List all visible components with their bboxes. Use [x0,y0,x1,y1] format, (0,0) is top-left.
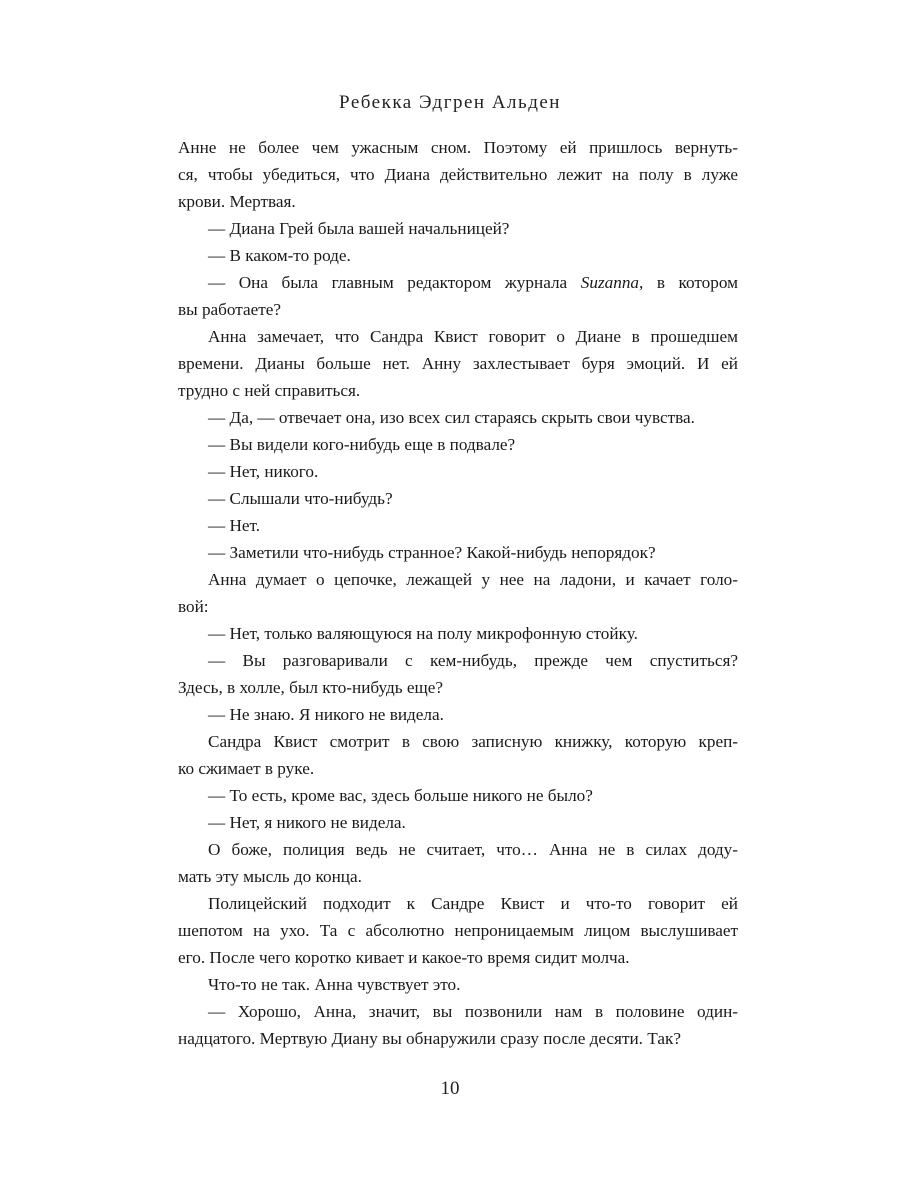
text-line: Анне не более чем ужасным сном. Поэтому ей пришлось вернуть- [178,138,738,157]
text-line: крови. Мертвая. [178,192,296,211]
text-line: — Нет, никого. [208,462,319,481]
text-line: О боже, полиция ведь не считает, что… Анна не в силах доду- [208,840,738,859]
text-line: времени. Дианы больше нет. Анну захлестывает буря эмоций. И ей [178,354,738,373]
magazine-name: Suzanna [580,273,640,292]
text-line: — Не знаю. Я никого не видела. [208,705,444,724]
text-line: Полицейский подходит к Сандре Квист и что-то говорит ей [208,894,738,913]
text-line: Что-то не так. Анна чувствует это. [208,975,461,994]
text-line: вы работаете? [178,300,282,319]
page-number: 10 [440,1078,460,1099]
text-line-part: , в котором [639,273,738,292]
text-line: Сандра Квист смотрит в свою записную книжку, которую креп- [208,732,738,751]
text-line: вой: [178,597,209,616]
text-line: ся, чтобы убедиться, что Диана действительно лежит на полу в луже [178,165,738,184]
text-line: — Заметили что-нибудь странное? Какой-нибудь непорядок? [208,543,656,562]
text-line: — То есть, кроме вас, здесь больше никого не было? [208,786,593,805]
text-line: — Да, — отвечает она, изо всех сил стараясь скрыть свои чувства. [208,408,695,427]
text-line: его. После чего коротко кивает и какое-то время сидит молча. [178,948,630,967]
text-line: — Нет. [208,516,261,535]
text-line-part: — Она была главным редактором журнала [208,273,581,292]
running-head: Ребекка Эдгрен Альден [339,92,561,113]
text-line: — Диана Грей была вашей начальницей? [208,219,510,238]
text-line: — Нет, я никого не видела. [208,813,406,832]
text-line: Анна думает о цепочке, лежащей у нее на ладони, и качает голо- [208,570,738,589]
body-text [178,134,738,1052]
text-line: шепотом на ухо. Та с абсолютно непроницаемым лицом выслушивает [178,921,738,940]
text-line: ко сжимает в руке. [178,759,315,778]
text-line [178,269,738,296]
text-line: надцатого. Мертвую Диану вы обнаружили сразу после десяти. Так? [178,1029,681,1048]
text-line: Здесь, в холле, был кто-нибудь еще? [178,678,444,697]
text-line: — Слышали что-нибудь? [208,489,393,508]
text-line: трудно с ней справиться. [178,381,361,400]
text-line: — В каком-то роде. [208,246,351,265]
text-line: — Вы видели кого-нибудь еще в подвале? [208,435,516,454]
text-line: Анна замечает, что Сандра Квист говорит о Диане в прошедшем [208,327,738,346]
text-line: — Нет, только валяющуюся на полу микрофонную стойку. [208,624,638,643]
text-line: — Вы разговаривали с кем-нибудь, прежде чем спуститься? [208,651,738,670]
text-line: — Хорошо, Анна, значит, вы позвонили нам в половине один- [208,1002,738,1021]
text-line: мать эту мысль до конца. [178,867,362,886]
